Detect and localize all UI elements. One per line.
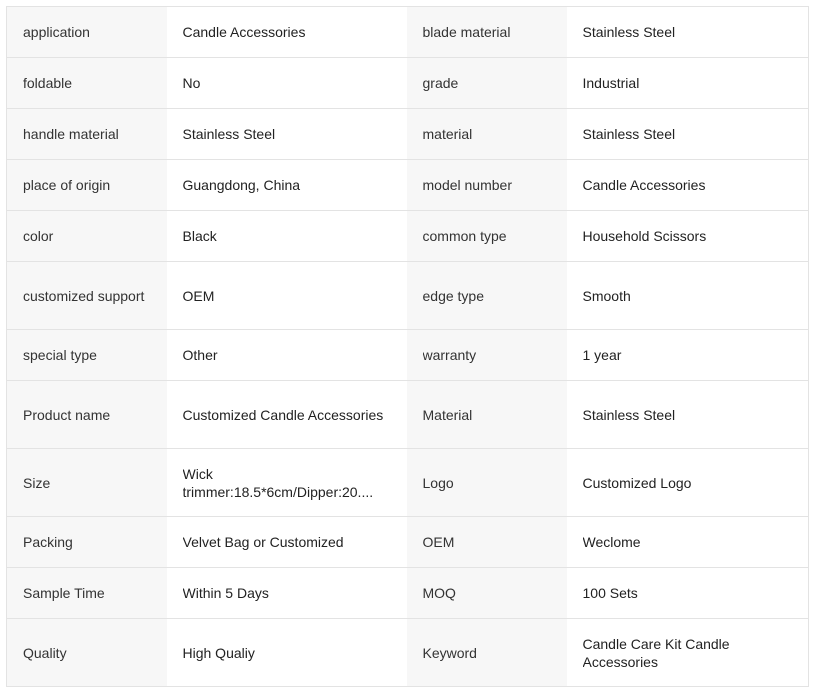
- attribute-value: Black: [167, 211, 407, 262]
- attribute-label: model number: [407, 160, 567, 211]
- attribute-row: [7, 58, 809, 109]
- attribute-row: [7, 330, 809, 381]
- attribute-value: Stainless Steel: [567, 381, 809, 449]
- attribute-label: blade material: [407, 7, 567, 58]
- attribute-label: customized support: [7, 262, 167, 330]
- attribute-value: Smooth: [567, 262, 809, 330]
- attribute-row: [7, 262, 809, 330]
- attribute-label: application: [7, 7, 167, 58]
- attribute-label: edge type: [407, 262, 567, 330]
- attribute-value: Stainless Steel: [567, 7, 809, 58]
- attribute-label: common type: [407, 211, 567, 262]
- attribute-row: [7, 517, 809, 568]
- attribute-label: Size: [7, 449, 167, 517]
- attribute-value: Customized Candle Accessories: [167, 381, 407, 449]
- attribute-label: handle material: [7, 109, 167, 160]
- attribute-label: Quality: [7, 619, 167, 687]
- attribute-row: [7, 7, 809, 58]
- attribute-row: [7, 109, 809, 160]
- attribute-label: material: [407, 109, 567, 160]
- attribute-row: [7, 160, 809, 211]
- attribute-value: Household Scissors: [567, 211, 809, 262]
- attribute-value: Within 5 Days: [167, 568, 407, 619]
- attribute-value: Other: [167, 330, 407, 381]
- attribute-value: Velvet Bag or Customized: [167, 517, 407, 568]
- attribute-value: Candle Accessories: [567, 160, 809, 211]
- attribute-row: [7, 619, 809, 687]
- attribute-label: place of origin: [7, 160, 167, 211]
- attributes-table-body: [7, 7, 809, 687]
- attribute-label: Logo: [407, 449, 567, 517]
- attribute-row: [7, 449, 809, 517]
- attribute-label: Keyword: [407, 619, 567, 687]
- attribute-value: High Qualiy: [167, 619, 407, 687]
- attribute-label: Sample Time: [7, 568, 167, 619]
- attribute-value: 100 Sets: [567, 568, 809, 619]
- attribute-label: special type: [7, 330, 167, 381]
- attribute-value: Candle Care Kit Candle Accessories: [567, 619, 809, 687]
- attribute-value: Stainless Steel: [167, 109, 407, 160]
- attribute-row: [7, 211, 809, 262]
- attribute-label: color: [7, 211, 167, 262]
- attribute-label: grade: [407, 58, 567, 109]
- attribute-value: Guangdong, China: [167, 160, 407, 211]
- attribute-value: Candle Accessories: [167, 7, 407, 58]
- attribute-label: Material: [407, 381, 567, 449]
- attribute-label: OEM: [407, 517, 567, 568]
- attribute-value: Industrial: [567, 58, 809, 109]
- attribute-value: Stainless Steel: [567, 109, 809, 160]
- attribute-value: 1 year: [567, 330, 809, 381]
- attribute-value: No: [167, 58, 407, 109]
- attribute-label: warranty: [407, 330, 567, 381]
- attribute-label: Packing: [7, 517, 167, 568]
- attribute-label: foldable: [7, 58, 167, 109]
- product-attributes-table: [6, 6, 809, 687]
- attribute-value: Customized Logo: [567, 449, 809, 517]
- attribute-value: Wick trimmer:18.5*6cm/Dipper:20....: [167, 449, 407, 517]
- attribute-row: [7, 381, 809, 449]
- attribute-value: OEM: [167, 262, 407, 330]
- attribute-value: Weclome: [567, 517, 809, 568]
- attribute-label: MOQ: [407, 568, 567, 619]
- attribute-label: Product name: [7, 381, 167, 449]
- attribute-row: [7, 568, 809, 619]
